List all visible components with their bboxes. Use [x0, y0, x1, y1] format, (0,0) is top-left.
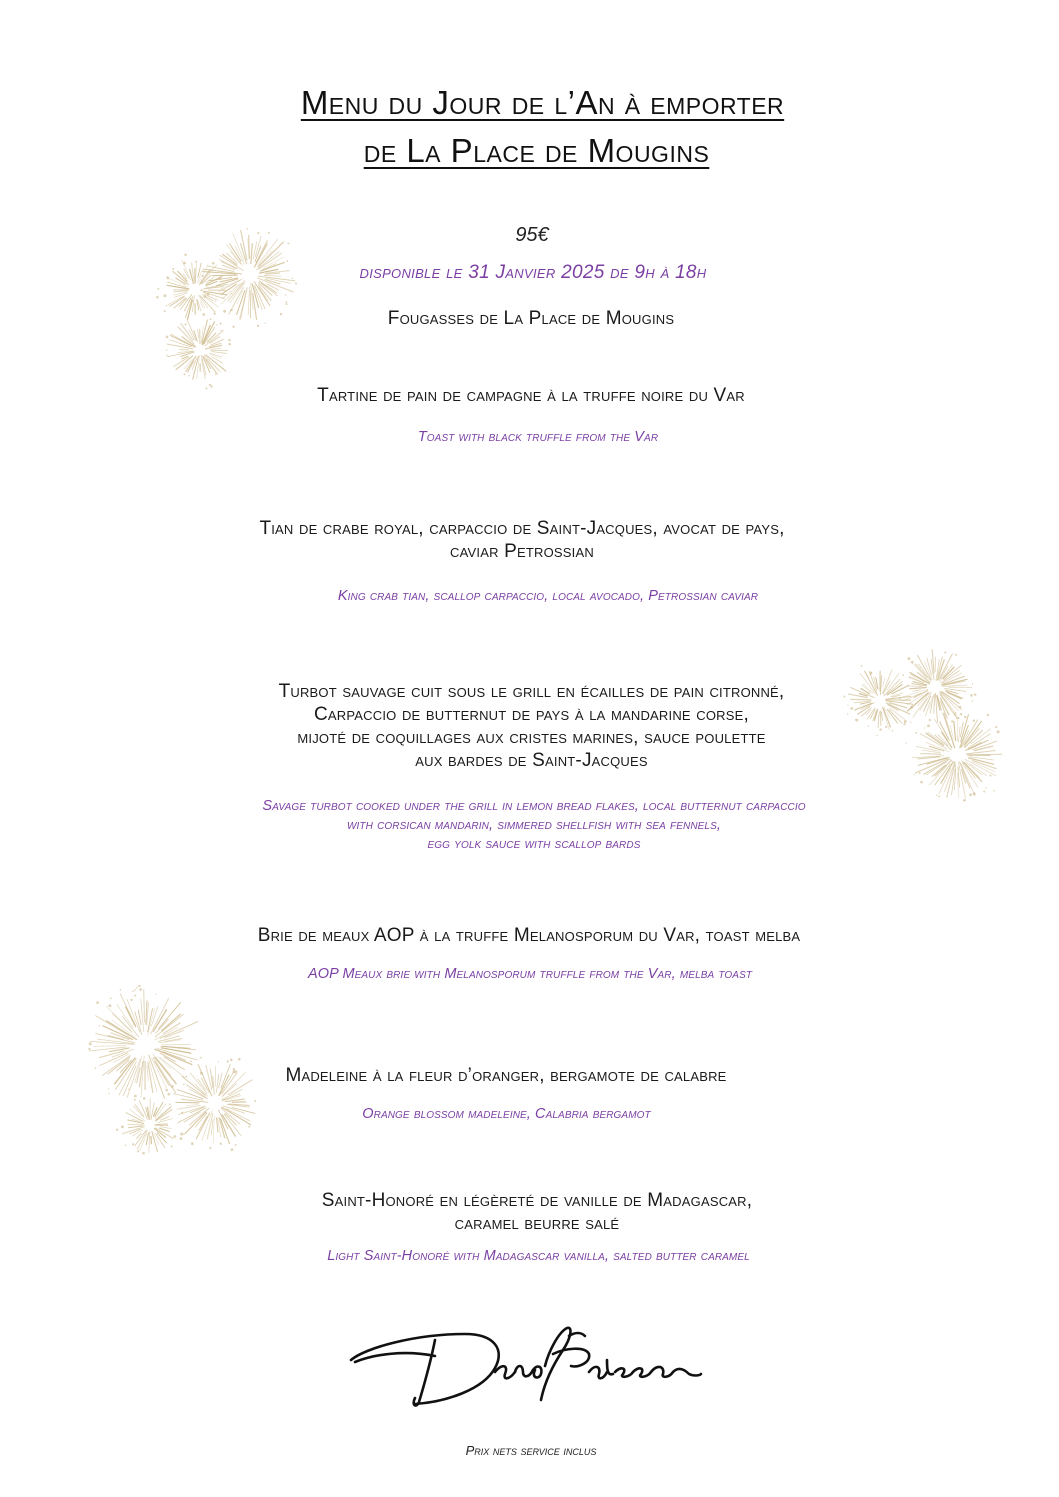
course-3-fr	[0, 680, 1059, 772]
menu-price: 95€	[515, 224, 549, 246]
course-5-en	[0, 1105, 1013, 1124]
course-6-fr-line: caramel beurre salé	[454, 1213, 620, 1234]
course-6-en-line: Light Saint-Honoré with Madagascar vanilla, salted butter caramel	[327, 1248, 750, 1264]
footer-note: Prix nets service inclus	[465, 1443, 597, 1458]
course-4-fr-line: Brie de meaux AOP à la truffe Melanosporum du Var, toast melba	[257, 925, 801, 946]
course-2-en	[0, 587, 1059, 606]
course-3-fr-line: aux bardes de Saint-Jacques	[415, 750, 648, 771]
course-5-fr	[0, 1064, 1012, 1087]
course-3-fr-line: Carpaccio de butternut de pays à la mandarine corse,	[314, 704, 749, 725]
menu-title-line1: Menu du Jour de l’An à emporter	[300, 84, 785, 121]
course-3-fr-line: mijoté de coquillages aux cristes marines, sauce poulette	[297, 727, 766, 748]
course-2-en-line: King crab tian, scallop carpaccio, local avocado, Petrossian caviar	[337, 588, 759, 604]
menu-title-line2: de La Place de Mougins	[363, 132, 710, 169]
availability-note: disponible le 31 Janvier 2025 de 9h à 18h	[359, 262, 707, 283]
course-3-en-line: egg yolk sauce with scallop bards	[427, 836, 641, 852]
intro-dish: Fougasses de La Place de Mougins	[387, 308, 675, 329]
course-5-fr-line: Madeleine à la fleur d’oranger, bergamote de calabre	[285, 1065, 727, 1086]
course-4-fr	[0, 924, 1058, 947]
chef-signature	[345, 1320, 705, 1415]
course-2-fr	[0, 517, 1044, 563]
course-5-en-line: Orange blossom madeleine, Calabria bergamot	[362, 1106, 651, 1122]
course-6-en	[0, 1247, 1059, 1266]
course-4-en-line: AOP Meaux brie with Melanosporum truffle from the Var, melba toast	[307, 966, 753, 982]
course-1-fr-line: Tartine de pain de campagne à la truffe noire du Var	[317, 385, 745, 406]
course-1-fr	[0, 384, 1059, 407]
course-3-fr-line: Turbot sauvage cuit sous le grill en écailles de pain citronné,	[278, 681, 785, 702]
course-6-fr	[0, 1189, 1059, 1235]
course-3-en	[0, 797, 1059, 854]
course-4-en	[0, 965, 1059, 984]
course-2-fr-line: caviar Petrossian	[450, 541, 594, 562]
course-3-en-line: with corsican mandarin, simmered shellfish with sea fennels,	[347, 817, 721, 833]
course-1-en-line: Toast with black truffle from the Var	[417, 429, 659, 445]
course-3-en-line: Savage turbot cooked under the grill in lemon bread flakes, local butternut carpaccio	[262, 798, 806, 814]
course-1-en	[0, 428, 1059, 447]
course-6-fr-line: Saint-Honoré en légèreté de vanille de Madagascar,	[321, 1190, 753, 1211]
course-2-fr-line: Tian de crabe royal, carpaccio de Saint-Jacques, avocat de pays,	[259, 518, 785, 539]
